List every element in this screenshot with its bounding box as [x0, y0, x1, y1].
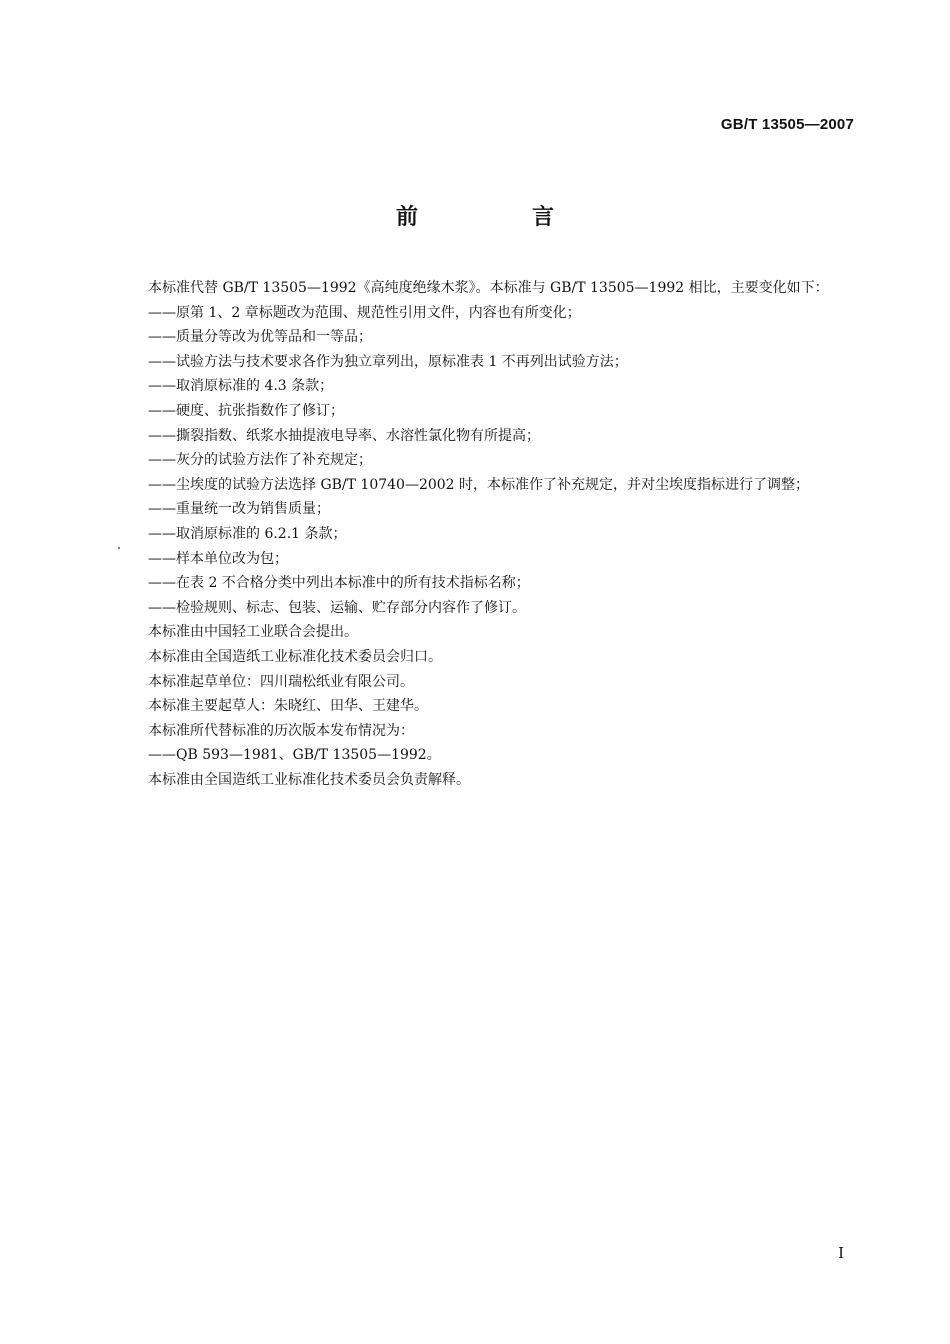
- change-item: ——灰分的试验方法作了补充规定；: [148, 452, 372, 469]
- history-item: ——QB 593—1981、GB/T 13505—1992。: [148, 747, 441, 764]
- change-item: ——重量统一改为销售质量；: [148, 501, 330, 518]
- page-title: 前 言: [395, 205, 600, 230]
- page-number: I: [838, 1244, 844, 1262]
- centralized-paragraph: 本标准由全国造纸工业标准化技术委员会归口。: [148, 648, 442, 665]
- change-item: ——硬度、抗张指数作了修订；: [148, 402, 344, 419]
- change-item: ——质量分等改为优等品和一等品；: [148, 329, 372, 346]
- intro-paragraph: 本标准代替 GB/T 13505—1992《高纯度绝缘木浆》。本标准与 GB/T 13505—1992 相比，主要变化如下：: [148, 280, 829, 296]
- drafters-paragraph: 本标准主要起草人：朱晓红、田华、王建华。: [148, 698, 428, 715]
- change-item: ——尘埃度的试验方法选择 GB/T 10740—2002 时，本标准作了补充规定，并对尘埃度指标进行了调整；: [148, 476, 810, 493]
- interpretation-paragraph: 本标准由全国造纸工业标准化技术委员会负责解释。: [148, 771, 470, 788]
- change-item: ——取消原标准的 4.3 条款；: [148, 378, 334, 395]
- change-item: ——样本单位改为包；: [148, 550, 288, 567]
- proposer-paragraph: 本标准由中国轻工业联合会提出。: [148, 624, 358, 641]
- scan-speck: [118, 547, 120, 549]
- change-item: ——取消原标准的 6.2.1 条款；: [148, 525, 347, 542]
- foreword-body: [120, 276, 856, 792]
- change-item: ——试验方法与技术要求各作为独立章列出，原标准表 1 不再列出试验方法；: [148, 353, 628, 370]
- change-item: ——检验规则、标志、包装、运输、贮存部分内容作了修订。: [148, 599, 526, 616]
- history-paragraph: 本标准所代替标准的历次版本发布情况为：: [148, 722, 414, 739]
- drafting-unit-paragraph: 本标准起草单位：四川瑞松纸业有限公司。: [148, 673, 414, 690]
- standard-code: GB/T 13505—2007: [720, 116, 854, 133]
- change-item: ——在表 2 不合格分类中列出本标准中的所有技术指标名称；: [148, 575, 530, 592]
- change-item: ——撕裂指数、纸浆水抽提液电导率、水溶性氯化物有所提高；: [148, 427, 540, 444]
- change-item: ——原第 1、2 章标题改为范围、规范性引用文件，内容也有所变化；: [148, 304, 581, 321]
